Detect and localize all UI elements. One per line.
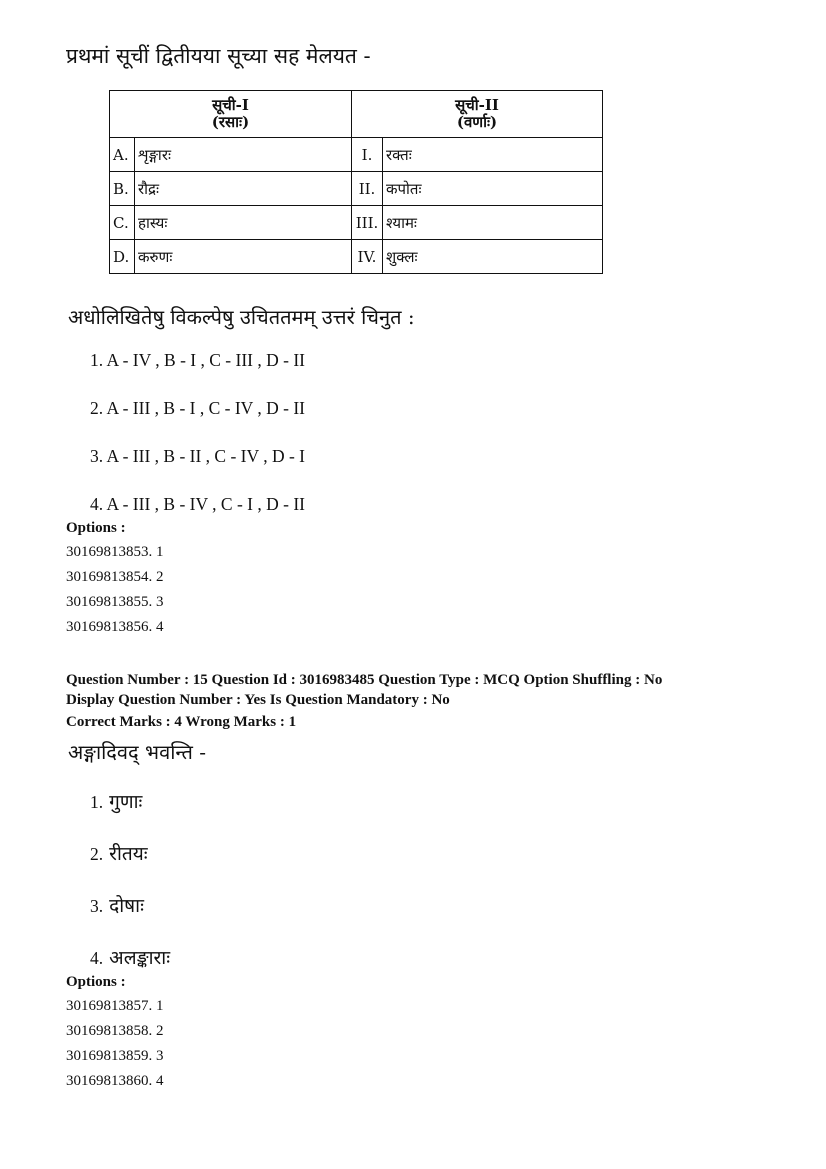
row-value-2: शुक्लः — [383, 240, 603, 274]
row-label-2: I. — [352, 138, 383, 172]
row-value-2: श्यामः — [383, 206, 603, 240]
choice-text: दोषाः — [109, 895, 144, 917]
table-row — [110, 206, 603, 240]
row-label-2: III. — [352, 206, 383, 240]
q14-option-id-1: 30169813853. 1 — [66, 544, 164, 560]
q14-option-id-3: 30169813855. 3 — [66, 594, 164, 610]
match-table — [109, 90, 603, 274]
q15-meta-line-1: Question Number : 15 Question Id : 3016983485 Question Type : MCQ Option Shuffling : No — [66, 672, 663, 688]
col2-subtitle: (वर्णाः) — [456, 113, 498, 131]
row-label-1: C. — [110, 206, 135, 240]
q14-choice-1: 1. A - IV , B - I , C - III , D - II — [90, 350, 305, 370]
choice-number: 2. — [90, 844, 104, 864]
row-value-1: रौद्रः — [135, 172, 352, 206]
q15-choice-2 — [90, 840, 148, 866]
row-value-1: हास्यः — [135, 206, 352, 240]
q15-option-id-1: 30169813857. 1 — [66, 998, 164, 1014]
q14-prompt: अधोलिखितेषु विकल्पेषु उचिततमम् उत्तरं चिनुत : — [68, 305, 415, 329]
q14-options-label: Options : — [66, 520, 126, 536]
col1-title: सूची-I — [212, 96, 249, 114]
choice-number: 4. — [90, 948, 104, 968]
row-label-1: B. — [110, 172, 135, 206]
row-value-2: कपोतः — [383, 172, 603, 206]
q15-options-label: Options : — [66, 974, 126, 990]
q15-option-id-2: 30169813858. 2 — [66, 1023, 164, 1039]
row-label-1: A. — [110, 138, 135, 172]
q14-choice-3: 3. A - III , B - II , C - IV , D - I — [90, 446, 305, 466]
q14-option-id-4: 30169813856. 4 — [66, 619, 164, 635]
col2-header — [352, 91, 603, 138]
q14-instruction: प्रथमां सूचीं द्वितीयया सूच्या सह मेलयत - — [66, 44, 371, 68]
q15-option-id-4: 30169813860. 4 — [66, 1073, 164, 1089]
q15-choice-1 — [90, 788, 142, 814]
choice-text: रीतयः — [109, 843, 148, 865]
q15-meta-line-3: Correct Marks : 4 Wrong Marks : 1 — [66, 714, 297, 730]
q15-stem: अङ्गादिवद् भवन्ति - — [68, 740, 207, 764]
table-row — [110, 138, 603, 172]
q14-option-id-2: 30169813854. 2 — [66, 569, 164, 585]
choice-number: 1. — [90, 792, 104, 812]
choice-number: 3. — [90, 896, 104, 916]
choice-text: अलङ्काराः — [109, 947, 171, 969]
row-label-1: D. — [110, 240, 135, 274]
q15-option-id-3: 30169813859. 3 — [66, 1048, 164, 1064]
choice-text: गुणाः — [109, 791, 143, 813]
table-row — [110, 240, 603, 274]
q14-choice-2: 2. A - III , B - I , C - IV , D - II — [90, 398, 305, 418]
row-label-2: II. — [352, 172, 383, 206]
table-header-row — [110, 91, 603, 138]
q15-choice-4 — [90, 944, 170, 970]
row-value-1: करुणः — [135, 240, 352, 274]
col1-header — [110, 91, 352, 138]
row-value-2: रक्तः — [383, 138, 603, 172]
row-value-1: शृङ्गारः — [135, 138, 352, 172]
col1-subtitle: (रसाः) — [211, 113, 250, 131]
q15-choice-3 — [90, 892, 144, 918]
q15-meta-line-2: Display Question Number : Yes Is Question Mandatory : No — [66, 692, 450, 708]
row-label-2: IV. — [352, 240, 383, 274]
q14-choice-4: 4. A - III , B - IV , C - I , D - II — [90, 494, 305, 514]
table-row — [110, 172, 603, 206]
col2-title: सूची-II — [455, 96, 499, 114]
